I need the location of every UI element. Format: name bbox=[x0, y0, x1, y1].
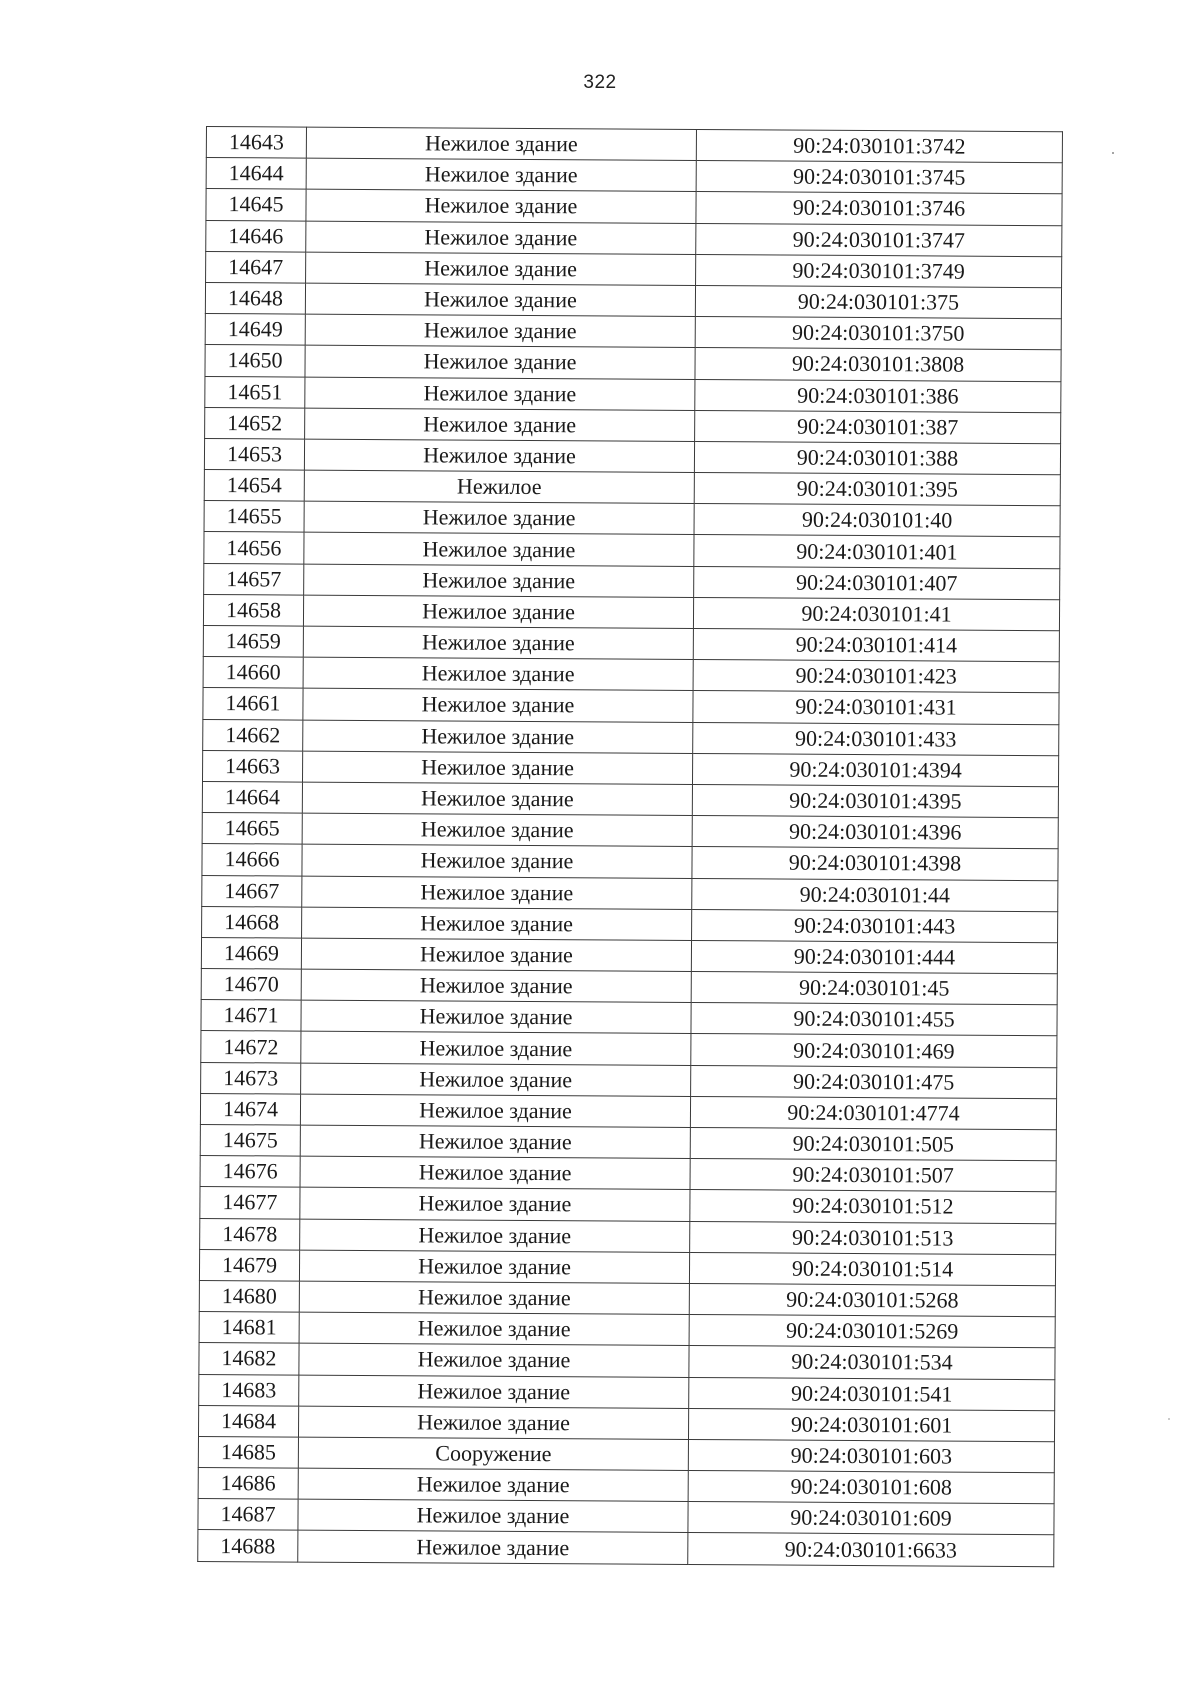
table-row bbox=[201, 1000, 1057, 1036]
table-row bbox=[204, 532, 1060, 568]
table-row bbox=[202, 906, 1058, 942]
cadastral-number-cell: 90:24:030101:40 bbox=[694, 504, 1060, 537]
cadastral-number-cell: 90:24:030101:3742 bbox=[696, 129, 1062, 162]
row-number-cell: 14666 bbox=[202, 844, 302, 876]
object-type-cell: Нежилое здание bbox=[305, 345, 695, 379]
cadastral-number-cell: 90:24:030101:395 bbox=[694, 473, 1060, 506]
cadastral-number-cell: 90:24:030101:534 bbox=[689, 1346, 1055, 1379]
object-type-cell: Нежилое здание bbox=[298, 1468, 688, 1502]
table-row bbox=[198, 1436, 1054, 1472]
cadastral-number-cell: 90:24:030101:3745 bbox=[696, 161, 1062, 194]
table-row bbox=[198, 1468, 1054, 1504]
row-number-cell: 14664 bbox=[202, 781, 302, 813]
cadastral-number-cell: 90:24:030101:4395 bbox=[692, 784, 1058, 817]
table-row bbox=[199, 1374, 1055, 1410]
object-type-cell: Нежилое здание bbox=[302, 782, 692, 816]
object-type-cell: Нежилое здание bbox=[300, 1219, 690, 1253]
object-type-cell: Нежилое здание bbox=[305, 283, 695, 317]
row-number-cell: 14654 bbox=[204, 470, 304, 502]
table-row bbox=[203, 719, 1059, 755]
cadastral-number-cell: 90:24:030101:431 bbox=[693, 691, 1059, 724]
object-type-cell: Нежилое здание bbox=[301, 969, 691, 1003]
table-row bbox=[199, 1343, 1055, 1379]
row-number-cell: 14672 bbox=[201, 1031, 301, 1063]
cadastral-number-cell: 90:24:030101:455 bbox=[691, 1003, 1057, 1036]
scan-speck bbox=[1168, 1418, 1170, 1420]
object-type-cell: Нежилое здание bbox=[298, 1499, 688, 1533]
row-number-cell: 14643 bbox=[206, 127, 306, 159]
cadastral-number-cell: 90:24:030101:514 bbox=[689, 1252, 1055, 1285]
scan-speck bbox=[1112, 152, 1114, 154]
row-number-cell: 14686 bbox=[198, 1468, 298, 1500]
row-number-cell: 14685 bbox=[198, 1436, 298, 1468]
cadastral-number-cell: 90:24:030101:541 bbox=[689, 1377, 1055, 1410]
object-type-cell: Нежилое здание bbox=[301, 1032, 691, 1066]
cadastral-number-cell: 90:24:030101:388 bbox=[694, 441, 1060, 474]
object-type-cell: Нежилое здание bbox=[304, 439, 694, 473]
table-row bbox=[203, 688, 1059, 724]
row-number-cell: 14644 bbox=[206, 158, 306, 190]
row-number-cell: 14674 bbox=[200, 1093, 300, 1125]
cadastral-number-cell: 90:24:030101:507 bbox=[690, 1159, 1056, 1192]
cadastral-number-cell: 90:24:030101:407 bbox=[694, 566, 1060, 599]
cadastral-number-cell: 90:24:030101:6633 bbox=[688, 1533, 1054, 1566]
cadastral-number-cell: 90:24:030101:4398 bbox=[692, 847, 1058, 880]
object-type-cell: Нежилое здание bbox=[302, 876, 692, 910]
row-number-cell: 14662 bbox=[203, 719, 303, 751]
row-number-cell: 14652 bbox=[205, 407, 305, 439]
row-number-cell: 14678 bbox=[200, 1218, 300, 1250]
object-type-cell: Нежилое здание bbox=[303, 720, 693, 754]
object-type-cell: Нежилое bbox=[304, 470, 694, 504]
object-type-cell: Сооружение bbox=[298, 1437, 688, 1471]
row-number-cell: 14656 bbox=[204, 532, 304, 564]
row-number-cell: 14661 bbox=[203, 688, 303, 720]
row-number-cell: 14653 bbox=[204, 438, 304, 470]
table-row bbox=[200, 1124, 1056, 1160]
cadastral-number-cell: 90:24:030101:3808 bbox=[695, 348, 1061, 381]
row-number-cell: 14665 bbox=[202, 813, 302, 845]
registry-table bbox=[197, 126, 1063, 1567]
page-number: 322 bbox=[583, 72, 617, 93]
row-number-cell: 14649 bbox=[205, 314, 305, 346]
row-number-cell: 14669 bbox=[201, 937, 301, 969]
table-row bbox=[200, 1156, 1056, 1192]
table-row bbox=[200, 1187, 1056, 1223]
row-number-cell: 14677 bbox=[200, 1187, 300, 1219]
cadastral-number-cell: 90:24:030101:45 bbox=[691, 972, 1057, 1005]
cadastral-number-cell: 90:24:030101:4396 bbox=[692, 816, 1058, 849]
object-type-cell: Нежилое здание bbox=[299, 1250, 689, 1284]
table-row bbox=[206, 158, 1062, 194]
row-number-cell: 14663 bbox=[202, 750, 302, 782]
table-row bbox=[204, 438, 1060, 474]
row-number-cell: 14675 bbox=[200, 1124, 300, 1156]
cadastral-number-cell: 90:24:030101:386 bbox=[695, 379, 1061, 412]
cadastral-number-cell: 90:24:030101:475 bbox=[691, 1065, 1057, 1098]
row-number-cell: 14650 bbox=[205, 345, 305, 377]
cadastral-number-cell: 90:24:030101:601 bbox=[688, 1408, 1054, 1441]
object-type-cell: Нежилое здание bbox=[301, 938, 691, 972]
table-row bbox=[202, 875, 1058, 911]
cadastral-number-cell: 90:24:030101:433 bbox=[693, 722, 1059, 755]
cadastral-number-cell: 90:24:030101:609 bbox=[688, 1502, 1054, 1535]
row-number-cell: 14647 bbox=[206, 251, 306, 283]
object-type-cell: Нежилое здание bbox=[299, 1281, 689, 1315]
table-row bbox=[205, 345, 1061, 381]
row-number-cell: 14658 bbox=[203, 594, 303, 626]
table-row bbox=[206, 127, 1062, 163]
table-row bbox=[201, 1031, 1057, 1067]
object-type-cell: Нежилое здание bbox=[306, 189, 696, 223]
object-type-cell: Нежилое здание bbox=[298, 1406, 688, 1440]
cadastral-number-cell: 90:24:030101:603 bbox=[688, 1439, 1054, 1472]
object-type-cell: Нежилое здание bbox=[299, 1375, 689, 1409]
row-number-cell: 14683 bbox=[199, 1374, 299, 1406]
table-row bbox=[205, 282, 1061, 318]
cadastral-number-cell: 90:24:030101:375 bbox=[695, 285, 1061, 318]
table-row bbox=[206, 251, 1062, 287]
row-number-cell: 14688 bbox=[198, 1530, 298, 1562]
table-row bbox=[202, 813, 1058, 849]
object-type-cell: Нежилое здание bbox=[302, 844, 692, 878]
table-row bbox=[202, 781, 1058, 817]
row-number-cell: 14671 bbox=[201, 1000, 301, 1032]
object-type-cell: Нежилое здание bbox=[306, 127, 696, 161]
object-type-cell: Нежилое здание bbox=[300, 1156, 690, 1190]
table-row bbox=[204, 563, 1060, 599]
cadastral-number-cell: 90:24:030101:423 bbox=[693, 660, 1059, 693]
cadastral-number-cell: 90:24:030101:4774 bbox=[690, 1096, 1056, 1129]
row-number-cell: 14687 bbox=[198, 1499, 298, 1531]
table-row bbox=[199, 1280, 1055, 1316]
object-type-cell: Нежилое здание bbox=[299, 1343, 689, 1377]
table-row bbox=[204, 470, 1060, 506]
cadastral-number-cell: 90:24:030101:387 bbox=[695, 410, 1061, 443]
row-number-cell: 14651 bbox=[205, 376, 305, 408]
row-number-cell: 14676 bbox=[200, 1156, 300, 1188]
cadastral-number-cell: 90:24:030101:5269 bbox=[689, 1315, 1055, 1348]
cadastral-number-cell: 90:24:030101:608 bbox=[688, 1471, 1054, 1504]
object-type-cell: Нежилое здание bbox=[303, 657, 693, 691]
row-number-cell: 14659 bbox=[203, 625, 303, 657]
cadastral-number-cell: 90:24:030101:512 bbox=[690, 1190, 1056, 1223]
table-row bbox=[201, 969, 1057, 1005]
object-type-cell: Нежилое здание bbox=[303, 626, 693, 660]
row-number-cell: 14670 bbox=[201, 969, 301, 1001]
table-row bbox=[198, 1405, 1054, 1441]
table-row bbox=[205, 376, 1061, 412]
table-row bbox=[203, 594, 1059, 630]
object-type-cell: Нежилое здание bbox=[306, 221, 696, 255]
cadastral-number-cell: 90:24:030101:4394 bbox=[692, 753, 1058, 786]
cadastral-number-cell: 90:24:030101:3746 bbox=[696, 192, 1062, 225]
table-row bbox=[203, 625, 1059, 661]
table-row bbox=[205, 407, 1061, 443]
object-type-cell: Нежилое здание bbox=[303, 595, 693, 629]
cadastral-number-cell: 90:24:030101:469 bbox=[691, 1034, 1057, 1067]
table-row bbox=[200, 1093, 1056, 1129]
row-number-cell: 14679 bbox=[199, 1249, 299, 1281]
object-type-cell: Нежилое здание bbox=[305, 408, 695, 442]
cadastral-number-cell: 90:24:030101:5268 bbox=[689, 1283, 1055, 1316]
object-type-cell: Нежилое здание bbox=[306, 252, 696, 286]
row-number-cell: 14681 bbox=[199, 1312, 299, 1344]
row-number-cell: 14680 bbox=[199, 1280, 299, 1312]
object-type-cell: Нежилое здание bbox=[305, 314, 695, 348]
table-row bbox=[198, 1499, 1054, 1535]
table-row bbox=[198, 1530, 1054, 1566]
row-number-cell: 14657 bbox=[204, 563, 304, 595]
cadastral-number-cell: 90:24:030101:414 bbox=[693, 628, 1059, 661]
cadastral-number-cell: 90:24:030101:401 bbox=[694, 535, 1060, 568]
cadastral-number-cell: 90:24:030101:443 bbox=[692, 909, 1058, 942]
table-row bbox=[199, 1249, 1055, 1285]
object-type-cell: Нежилое здание bbox=[304, 564, 694, 598]
row-number-cell: 14667 bbox=[202, 875, 302, 907]
object-type-cell: Нежилое здание bbox=[302, 907, 692, 941]
object-type-cell: Нежилое здание bbox=[301, 1063, 691, 1097]
row-number-cell: 14646 bbox=[206, 220, 306, 252]
row-number-cell: 14660 bbox=[203, 657, 303, 689]
table-row bbox=[206, 189, 1062, 225]
row-number-cell: 14648 bbox=[205, 282, 305, 314]
object-type-cell: Нежилое здание bbox=[301, 1000, 691, 1034]
cadastral-number-cell: 90:24:030101:41 bbox=[693, 597, 1059, 630]
table-row bbox=[203, 657, 1059, 693]
cadastral-number-cell: 90:24:030101:44 bbox=[692, 878, 1058, 911]
object-type-cell: Нежилое здание bbox=[299, 1312, 689, 1346]
object-type-cell: Нежилое здание bbox=[305, 377, 695, 411]
object-type-cell: Нежилое здание bbox=[304, 501, 694, 535]
object-type-cell: Нежилое здание bbox=[298, 1531, 688, 1565]
table-row bbox=[201, 1062, 1057, 1098]
object-type-cell: Нежилое здание bbox=[302, 813, 692, 847]
row-number-cell: 14668 bbox=[202, 906, 302, 938]
object-type-cell: Нежилое здание bbox=[300, 1125, 690, 1159]
table-row bbox=[199, 1312, 1055, 1348]
table-row bbox=[202, 844, 1058, 880]
table-row bbox=[201, 937, 1057, 973]
table-body bbox=[198, 127, 1063, 1567]
table-row bbox=[204, 501, 1060, 537]
cadastral-number-cell: 90:24:030101:3750 bbox=[695, 317, 1061, 350]
row-number-cell: 14684 bbox=[198, 1405, 298, 1437]
table-row bbox=[206, 220, 1062, 256]
cadastral-number-cell: 90:24:030101:3749 bbox=[696, 254, 1062, 287]
object-type-cell: Нежилое здание bbox=[302, 751, 692, 785]
object-type-cell: Нежилое здание bbox=[304, 533, 694, 567]
row-number-cell: 14655 bbox=[204, 501, 304, 533]
table-row bbox=[205, 314, 1061, 350]
object-type-cell: Нежилое здание bbox=[303, 688, 693, 722]
cadastral-number-cell: 90:24:030101:513 bbox=[690, 1221, 1056, 1254]
object-type-cell: Нежилое здание bbox=[300, 1187, 690, 1221]
row-number-cell: 14682 bbox=[199, 1343, 299, 1375]
cadastral-number-cell: 90:24:030101:444 bbox=[691, 940, 1057, 973]
cadastral-number-cell: 90:24:030101:3747 bbox=[696, 223, 1062, 256]
object-type-cell: Нежилое здание bbox=[306, 158, 696, 192]
object-type-cell: Нежилое здание bbox=[300, 1094, 690, 1128]
table-row bbox=[202, 750, 1058, 786]
row-number-cell: 14645 bbox=[206, 189, 306, 221]
table-row bbox=[200, 1218, 1056, 1254]
cadastral-number-cell: 90:24:030101:505 bbox=[690, 1127, 1056, 1160]
row-number-cell: 14673 bbox=[201, 1062, 301, 1094]
